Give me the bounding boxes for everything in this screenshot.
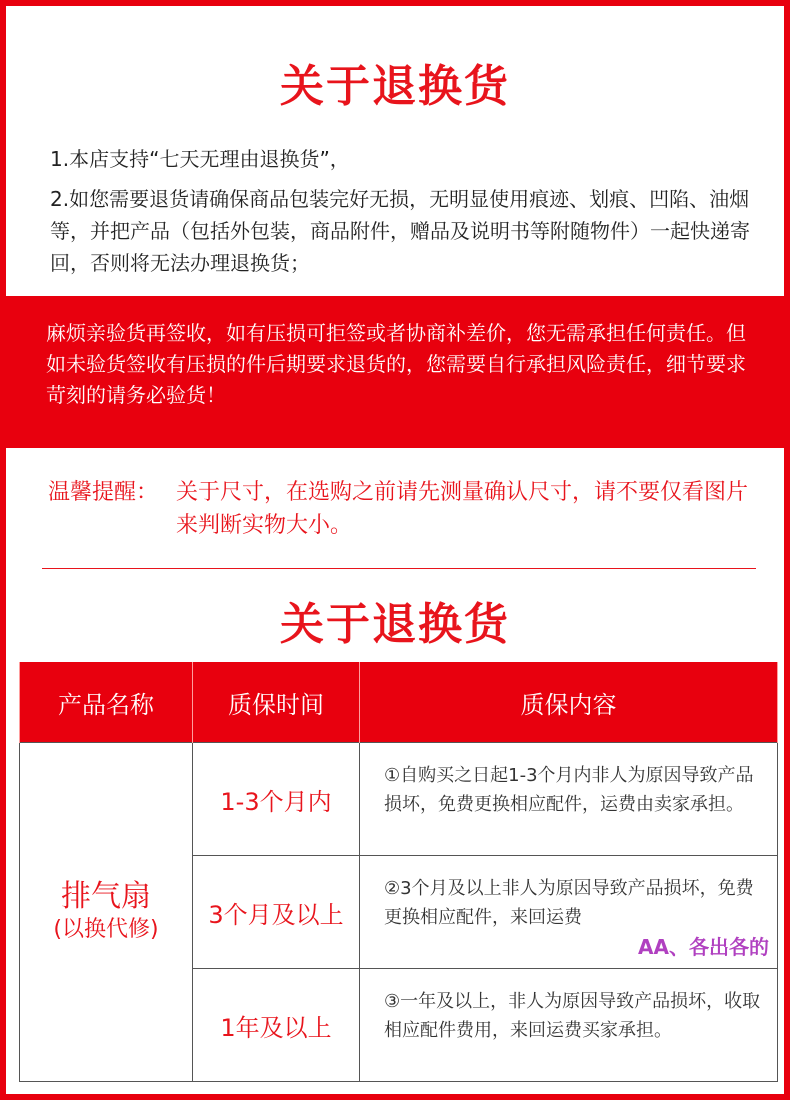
warm-reminder [48, 476, 768, 542]
policy-line-2: 2.如您需要退货请确保商品包装完好无损，无明显使用痕迹、划痕、凹陷、油烟等，并把产品（包括外包装，商品附件，赠品及说明书等附随物件）一起快递寄回，否则将无法办理退换货； [50, 187, 750, 275]
period-cell: 1年及以上 [193, 969, 360, 1082]
content-cell: ③一年及以上，非人为原因导致产品损坏，收取相应配件费用，来回运费买家承担。 [360, 969, 778, 1082]
table-header-row [20, 662, 778, 743]
product-name: 排气扇 [61, 879, 151, 914]
section-title: 关于退换货 [280, 61, 510, 112]
product-cell [20, 743, 193, 1082]
section-title-2: 关于退换货 [280, 599, 510, 650]
warranty-table [19, 662, 778, 1082]
notice-banner [6, 296, 784, 448]
warm-reminder-label: 温馨提醒： [48, 480, 159, 505]
table-row [20, 743, 778, 856]
content-text: ②3个月及以上非人为原因导致产品损坏，免费更换相应配件，来回运费 [384, 878, 754, 928]
header-warranty-period: 质保时间 [193, 662, 360, 743]
divider [42, 568, 756, 569]
warm-reminder-text: 关于尺寸，在选购之前请先测量确认尺寸，请不要仅看图片来判断实物大小。 [176, 480, 749, 538]
header-warranty-content: 质保内容 [360, 662, 778, 743]
period-cell: 3个月及以上 [193, 856, 360, 969]
policy-line-1: 1.本店支持“七天无理由退换货”， [50, 147, 350, 171]
header-product-name: 产品名称 [20, 662, 193, 743]
period-cell: 1-3个月内 [193, 743, 360, 856]
notice-text: 麻烦亲验货再签收，如有压损可拒签或者协商补差价，您无需承担任何责任。但如未验货签收有压损的件后期要求退货的，您需要自行承担风险责任，细节要求苛刻的请务必验货！ [46, 321, 746, 407]
product-note: (以换代修) [53, 917, 159, 942]
overlay-note: AA、各出各的 [638, 935, 769, 959]
content-cell: ①自购买之日起1-3个月内非人为原因导致产品损坏，免费更换相应配件，运费由卖家承担。 [360, 743, 778, 856]
content-cell [360, 856, 778, 969]
